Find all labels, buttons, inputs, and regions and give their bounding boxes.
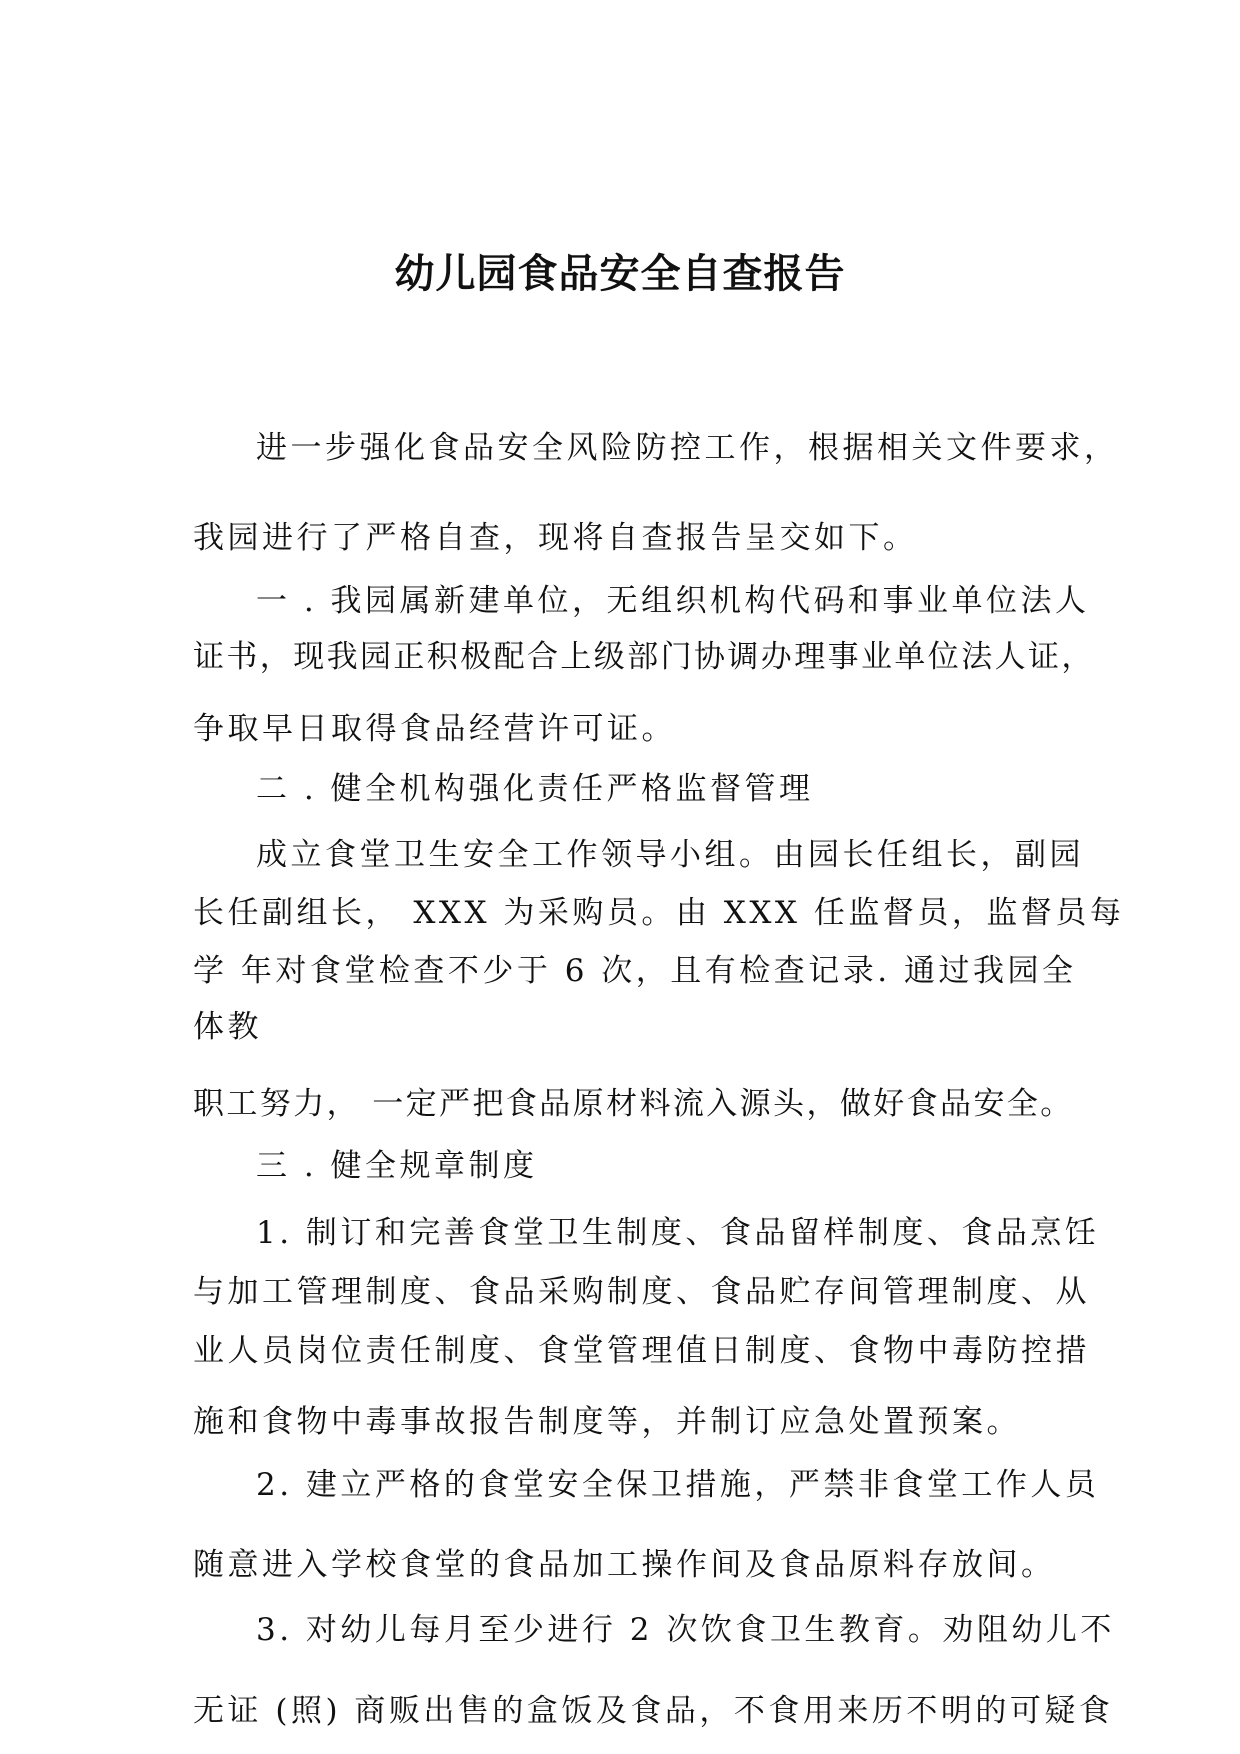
paragraph-line: 争取早日取得食品经营许可证。 bbox=[193, 711, 676, 747]
section-heading: 三 . 健全规章制度 bbox=[256, 1148, 538, 1184]
paragraph-line: 进一步强化食品安全风险防控工作，根据相关文件要求， bbox=[256, 430, 1119, 466]
paragraph-line: 我园进行了严格自查，现将自查报告呈交如下。 bbox=[193, 520, 918, 556]
section-heading: 二 . 健全机构强化责任严格监督管理 bbox=[256, 771, 814, 807]
paragraph-line: 2. 建立严格的食堂安全保卫措施，严禁非食堂工作人员 bbox=[256, 1467, 1100, 1503]
paragraph-line: 3. 对幼儿每月至少进行 2 次饮食卫生教育。劝阻幼儿不 bbox=[256, 1612, 1115, 1648]
paragraph-line: 长任副组长， XXX 为采购员。由 XXX 任监督员，监督员每 bbox=[193, 895, 1125, 931]
paragraph-line: 与加工管理制度、食品采购制度、食品贮存间管理制度、从 bbox=[193, 1274, 1090, 1310]
paragraph-line: 体教 bbox=[193, 1009, 262, 1045]
paragraph-line: 成立食堂卫生安全工作领导小组。由园长任组长，副园 bbox=[256, 837, 1084, 873]
paragraph-line: 1. 制订和完善食堂卫生制度、食品留样制度、食品烹饪 bbox=[256, 1215, 1100, 1251]
paragraph-line: 施和食物中毒事故报告制度等，并制订应急处置预案。 bbox=[193, 1404, 1021, 1440]
paragraph-line: 一 . 我园属新建单位，无组织机构代码和事业单位法人 bbox=[256, 583, 1090, 619]
paragraph-line: 学 年对食堂检查不少于 6 次，且有检查记录. 通过我园全 bbox=[193, 953, 1077, 989]
paragraph-line: 随意进入学校食堂的食品加工操作间及食品原料存放间。 bbox=[193, 1547, 1056, 1583]
paragraph-line: 无证 (照) 商贩出售的盒饭及食品，不食用来历不明的可疑食 bbox=[193, 1693, 1114, 1729]
document-title: 幼儿园食品安全自查报告 bbox=[394, 251, 846, 297]
paragraph-line: 业人员岗位责任制度、食堂管理值日制度、食物中毒防控措 bbox=[193, 1333, 1090, 1369]
paragraph-line: 证书，现我园正积极配合上级部门协调办理事业单位法人证， bbox=[193, 639, 1095, 675]
paragraph-line: 职工努力， 一定严把食品原材料流入源头，做好食品安全。 bbox=[193, 1086, 1074, 1122]
